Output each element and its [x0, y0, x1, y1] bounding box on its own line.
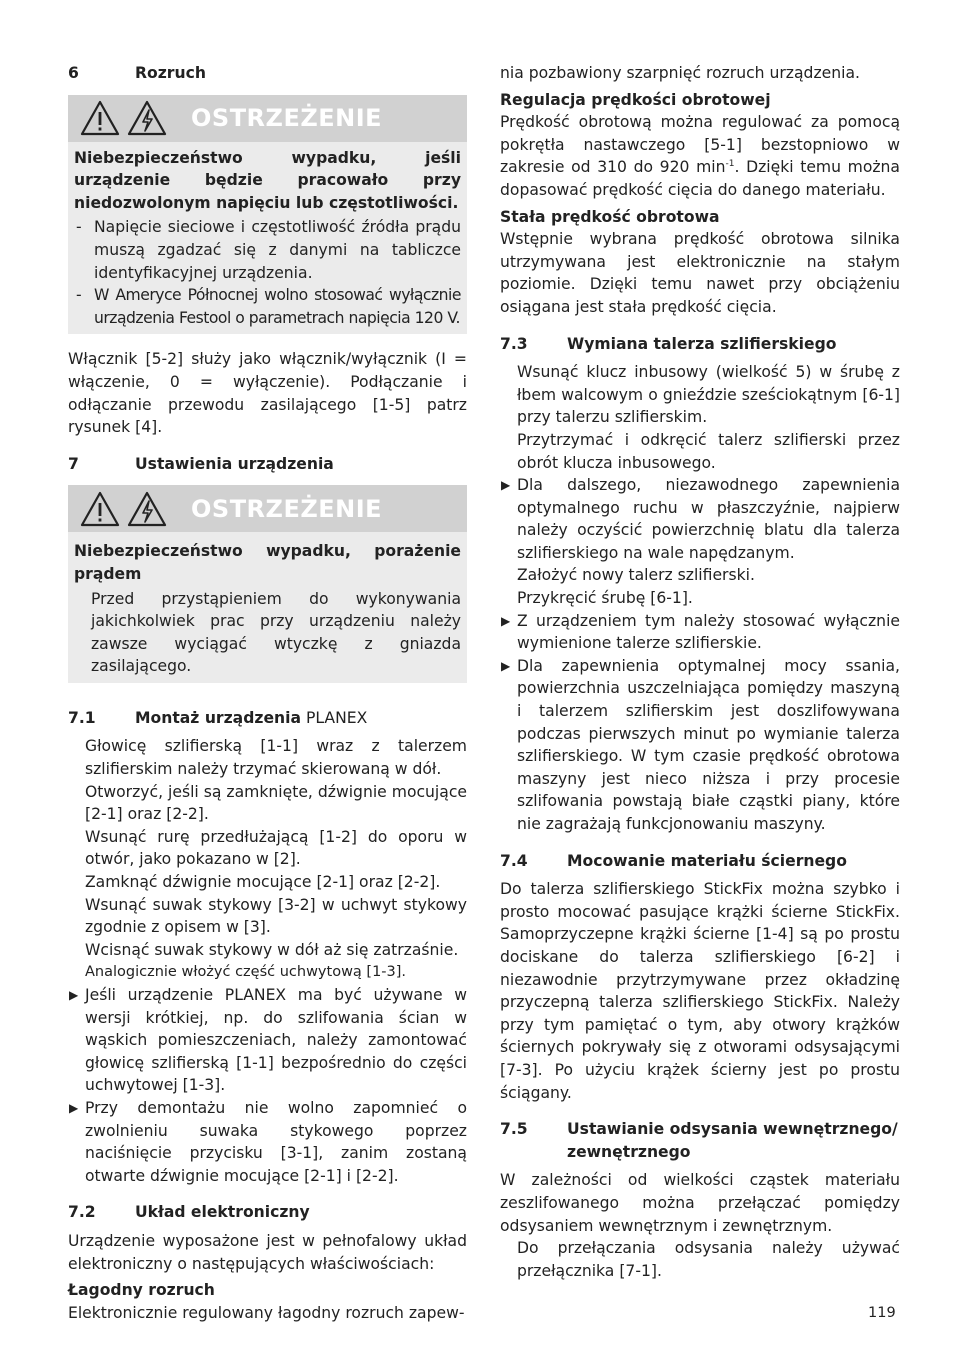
soft-start-title: Łagodny rozruch	[68, 1281, 215, 1300]
warning-body	[68, 142, 467, 335]
warning-text: Przed przystąpieniem do wykonywania jakichkolwiek prac przy urządzeniu należy zawsze wyciągać wtyczkę z gniazda zasilającego.	[91, 589, 461, 676]
warning-body	[68, 532, 467, 683]
section-7-1-heading: 7.1 Montaż urządzenia PLANEX	[68, 708, 368, 727]
step: Analogicznie włożyć część uchwytową [1-3].	[85, 964, 407, 981]
left-column	[68, 62, 467, 1324]
step: Otworzyć, jeśli są zamknięte, dźwignie mocujące [2-1] oraz [2-2].	[85, 782, 467, 824]
step: Wcisnąć suwak stykowy w dół aż się zatrzaśnie.	[85, 940, 459, 959]
warning-triangle-icon	[80, 491, 120, 527]
list-item: - W Ameryce Północnej wolno stosować wyłącznie urządzenia Festool o parametrach napięcia 120 V.	[76, 286, 461, 327]
page-number: 119	[868, 1305, 896, 1321]
soft-start-continued: nia pozbawiony szarpnięć rozruch urządzenia.	[500, 64, 860, 82]
constant-speed-text: Wstępnie wybrana prędkość obrotowa silnika utrzymywana jest elektronicznie na stałym poziomie. Dzięki temu nawet przy obciążeniu osiągana jest stała prędkość cięcia.	[500, 230, 900, 316]
step: Zamknąć dźwignie mocujące [2-1] oraz [2-2].	[85, 873, 441, 892]
section-7-5-heading: 7.5 Ustawianie odsysania wewnętrznego/ zewnętrznego	[500, 1120, 898, 1161]
section-7-3-heading: 7.3 Wymiana talerza szlifierskiego	[500, 334, 837, 353]
section-7-heading: 7 Ustawienia urządzenia	[68, 454, 334, 473]
step: Przykręcić śrubę [6-1].	[517, 589, 693, 608]
note-item: ▶ Dla dalszego, niezawodnego zapewnienia optymalnego ruchu w płaszczyźnie, najpierw należy oczyścić powierzchnię blatu dla talerza szlifierskiego na wale napędzanym.	[500, 474, 900, 564]
step: Do przełączania odsysania należy używać przełącznika [7-1].	[517, 1239, 900, 1280]
switch-paragraph: Włącznik [5-2] służy jako włącznik/wyłącznik (I = włączenie, 0 = wyłączenie). Podłączanie i odłączanie przewodu zasilającego [1-5] patrz rysunek [4].	[68, 350, 467, 437]
note-item: ▶ Jeśli urządzenie PLANEX ma być używane w wersji krótkiej, np. do szlifowania ścian w wąskich pomieszczeniach, należy zamontować głowicę szlifierską [1-1] bezpośrednio do części uchwytowej [1-3].	[68, 984, 467, 1097]
warning-box-1	[68, 95, 467, 335]
speed-control-title: Regulacja prędkości obrotowej	[500, 90, 771, 109]
step: Założyć nowy talerz szlifierski.	[517, 566, 755, 585]
warning-header	[68, 95, 467, 142]
electric-hazard-icon	[127, 100, 167, 136]
warning-triangle-icon	[80, 100, 120, 136]
note-item: ▶ Dla zapewnienia optymalnej mocy ssania, powierzchnia uszczelniająca pomiędzy maszyną i talerzem szlifierskim jest doszlifowywana podczas pierwszych minut po wymianie talerza szlifierskiego. W tym czasie prędkość obrotowa maszyny jest nieco niższa i przy procesie szlifowania powstają białe cząstki piany, które nie zagrażają funkcjonowaniu maszyny.	[500, 655, 900, 836]
constant-speed-title: Stała prędkość obrotowa	[500, 207, 720, 226]
speed-control-text: Prędkość obrotową można regulować za pomocą pokrętła nastawczego [5-1] bezstopniowo w zakresie od 310 do 920 $\min^{-1}$. Dzięki temu można dopasować prędkość cięcia do danego materiału.	[500, 113, 900, 199]
note-item: ▶ Przy demontażu nie wolno zapomnieć o zwolnieniu suwaka stykowego poprzez naciśnięcie przycisku [3-1], zanim zostaną otwarte dźwignie mocujące [2-1] i [2-2].	[68, 1097, 467, 1187]
step: Przytrzymać i odkręcić talerz szlifierski przez obrót klucza inbusowego.	[517, 430, 900, 472]
step: Wsunąć suwak stykowy [3-2] w uchwyt stykowy zgodnie z opisem w [3].	[85, 895, 467, 937]
warning-lead: Niebezpieczeństwo wypadku, jeśli urządzenie będzie pracowało przy niedozwolonym napięciu lub częstotliwości.	[74, 148, 461, 212]
note-item: ▶ Z urządzeniem tym należy stosować wyłącznie wymienione talerze szlifierskie.	[500, 610, 900, 655]
step: Głowicę szlifierską [1-1] wraz z talerzem szlifierskim należy trzymać skierowaną w dół.	[85, 737, 467, 779]
extraction-paragraph: W zależności od wielkości cząstek materiału zeszlifowanego można przełączać pomiędzy odsysaniem wewnętrznym i zewnętrznym.	[500, 1171, 900, 1235]
electric-hazard-icon	[127, 491, 167, 527]
soft-start-text: Elektronicznie regulowany łagodny rozruch zapew-	[68, 1303, 465, 1322]
electronics-paragraph: Urządzenie wyposażone jest w pełnofalowy układ elektroniczny o następujących właściwościach:	[68, 1231, 467, 1273]
section-7-4-heading: 7.4 Mocowanie materiału ściernego	[500, 851, 847, 870]
warning-header	[68, 485, 467, 532]
step: Wsunąć rurę przedłużającą [1-2] do oporu w otwór, jako pokazano w [2].	[85, 827, 467, 869]
warning-lead: Niebezpieczeństwo wypadku, porażenie prądem	[74, 542, 461, 583]
warning-box-2	[68, 485, 467, 683]
abrasive-paragraph: Do talerza szlifierskiego StickFix można szybko i prosto mocować pasujące krążki ścierne StickFix. Samoprzyczepne krążki ścierne [1-4] są po prostu dociskane do talerza szlifierskiego [6-2] i niezawodnie przytrzymywane przez okładzinę przyczepną talerza szlifierskiego StickFix. Należy przy tym pamiętać o tym, aby otwory krążków ściernych pokrywały się z otworami odsysającymi [7-3]. Po użyciu krążek ścierny jest po prostu ściągany.	[500, 880, 900, 1102]
section-6-heading: 6 Rozruch	[68, 64, 206, 82]
step: Wsunąć klucz inbusowy (wielkość 5) w śrubę z łbem walcowym o gnieździe sześciokątnym [6-1] przy talerzu szlifierskim.	[517, 363, 900, 427]
warning-label: OSTRZEŻENIE	[191, 494, 383, 523]
section-7-2-heading: 7.2 Układ elektroniczny	[68, 1203, 310, 1222]
list-item: - Napięcie sieciowe i częstotliwość źródła prądu muszą zgadzać się z danymi na tabliczce identyfikacyjnej urządzenia.	[76, 218, 461, 282]
warning-label: OSTRZEŻENIE	[191, 103, 383, 132]
right-column	[500, 62, 900, 1282]
